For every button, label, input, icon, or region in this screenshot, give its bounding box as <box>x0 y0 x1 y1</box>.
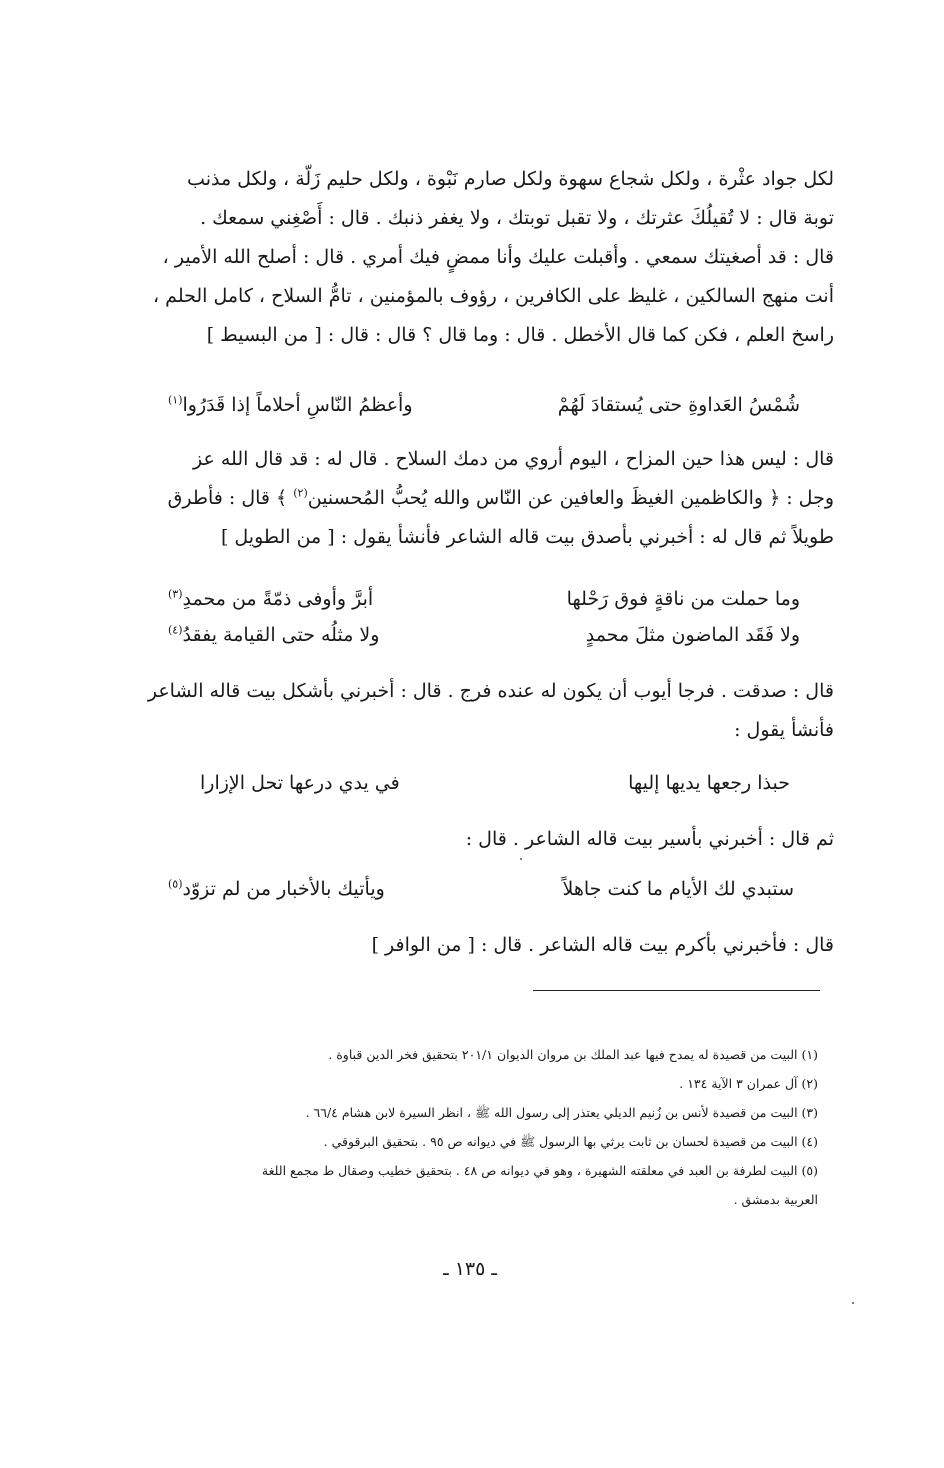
footnote-marker: (٥) <box>168 877 183 891</box>
footnotes <box>132 1040 818 1214</box>
paragraph-3 <box>118 672 834 750</box>
verse-first-hemistich: شُمْسُ العَداوةِ حتى يُستقادَ لَهُمْ <box>557 394 800 416</box>
scan-speck <box>520 858 522 860</box>
footnote: (٢) آل عمران ٣ الآية ١٣٤ . <box>679 1076 818 1091</box>
text-line: لكل جواد عثْرة ، ولكل شجاع سهوة ولكل صارم نَبْوة ، ولكل حليم زَلّة ، ولكل مذنب <box>187 168 834 190</box>
footnote: (٣) البيت من قصيدة لأنس بن زُنيم الديلي يعتذر إلى رسول الله ﷺ ، انظر السيرة لابن هشام ٦٦/٤ . <box>305 1105 818 1120</box>
footnote-marker: (٢) <box>293 486 308 500</box>
text-line: وجل : ﴿ والكاظمين الغيظَ والعافين عن النّاس والله يُحبُّ المُحسنين$^{(٢)}$ ﴾ قال : فأطرق <box>167 486 834 509</box>
paragraph-1 <box>118 160 834 355</box>
footnote: العربية بدمشق . <box>733 1192 818 1207</box>
text-line: راسخ العلم ، فكن كما قال الأخطل . قال : وما قال ؟ قال : قال : [ من البسيط ] <box>206 324 834 346</box>
verse-second-hemistich: في يدي درعها تحل الإزارا <box>200 772 400 794</box>
text-line: قال : ليس هذا حين المزاح ، اليوم أروي من دمك السلاح . قال له : قد قال الله عز <box>193 448 834 470</box>
footnote: (٤) البيت من قصيدة لحسان بن ثابت يرثي بها الرسول ﷺ في ديوانه ص ٩٥ . بتحقيق البرقوقي . <box>323 1134 818 1149</box>
verse-second-hemistich: وأعظمُ النّاسِ أحلاماً إذا قَدَرُوا$^{(١)}$ <box>168 393 413 416</box>
footnote-divider <box>533 990 820 991</box>
paragraph-5 <box>118 926 834 965</box>
footnote-marker: (١) <box>168 393 183 407</box>
verse-first-hemistich: ستبدي لك الأيام ما كنت جاهلاً <box>562 878 794 900</box>
verse-first-hemistich: حبذا رجعها يديها إليها <box>628 772 790 794</box>
verse-first-hemistich: وما حملت من ناقةٍ فوق رَحْلها <box>566 588 800 610</box>
verse-line <box>168 582 800 616</box>
text-line: قال : قد أصغيتك سمعي . وأقبلت عليك وأنا ممضٍ فيك أمري . قال : أصلح الله الأمير ، <box>162 246 834 268</box>
footnote-marker: (٤) <box>168 623 183 637</box>
text-line: فأنشأ يقول : <box>734 719 834 741</box>
footnote: (١) البيت من قصيدة له يمدح فيها عبد الملك بن مروان الديوان ٢٠١/١ بتحقيق فخر الدين قباوة . <box>328 1047 818 1062</box>
verse-second-hemistich: ويأتيك بالأخبار من لم تزوّد$^{(٥)}$ <box>168 877 385 900</box>
text-line: قال : صدقت . فرجا أيوب أن يكون له عنده فرج . قال : أخبرني بأشكل بيت قاله الشاعر <box>147 680 834 702</box>
text-line: قال : فأخبرني بأكرم بيت قاله الشاعر . قال : [ من الوافر ] <box>371 934 834 956</box>
paragraph-4 <box>118 820 834 859</box>
verse-line <box>168 618 800 652</box>
text-line: ثم قال : أخبرني بأسير بيت قاله الشاعر . قال : <box>465 828 834 850</box>
text-line: توبة قال : لا تُقيلُكَ عثرتك ، ولا تقبل توبتك ، ولا يغفر ذنبك . قال : أَصْغِني سمعك . <box>200 207 834 229</box>
paragraph-2 <box>118 440 834 557</box>
verse-line <box>168 388 800 422</box>
verse-second-hemistich: ولا مثلُه حتى القيامة يفقدُ$^{(٤)}$ <box>168 623 380 646</box>
footnote-marker: (٣) <box>168 587 183 601</box>
verse-line <box>168 872 794 906</box>
page-number: ـ ١٣٥ ـ <box>443 1258 497 1280</box>
text-line: طويلاً ثم قال له : أخبرني بأصدق بيت قاله الشاعر فأنشأ يقول : [ من الطويل ] <box>220 526 834 548</box>
verse-first-hemistich: ولا فَقَد الماضون مثلَ محمدٍ <box>585 624 800 646</box>
text-line: أنت منهج السالكين ، غليظ على الكافرين ، رؤوف بالمؤمنين ، تامُّ السلاح ، كامل الحلم ، <box>153 285 834 307</box>
verse-line <box>200 766 790 800</box>
footnote: (٥) البيت لطرفة بن العبد في معلقته الشهيرة ، وهو في ديوانه ص ٤٨ . بتحقيق خطيب وصقال ط مجمع اللغة <box>261 1163 818 1178</box>
verse-second-hemistich: أبرَّ وأوفى ذمّةً من محمدِ$^{(٣)}$ <box>168 587 374 610</box>
scan-speck <box>852 1302 854 1304</box>
